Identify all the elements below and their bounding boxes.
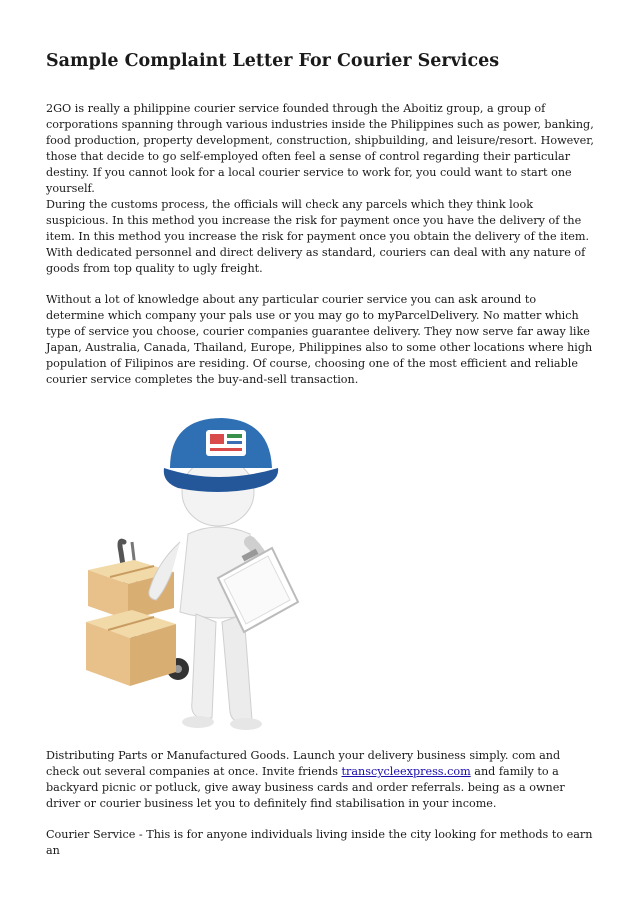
- page-title: Sample Complaint Letter For Courier Services: [46, 51, 500, 71]
- paragraph-4-text-start: Distributing Parts or Manufactured Goods. Launch your delivery business simply. com and check out several companies at once. Invite friends: [46, 749, 561, 778]
- paragraph-1: 2GO is really a philippine courier service founded through the Aboitiz group, a group of corporations spanning through various industries inside the Philippines such as power, banking, food production, property development, construction, shipbuilding, and leisure/resort. However, those that decide to go self-employed often feel a sense of control regarding their particular destiny. If you cannot look for a local courier service to work for, you could want to start one yourself.: [46, 102, 594, 195]
- blue-cap: [164, 418, 278, 492]
- paragraph-4-text-end: and family to a backyard picnic or potluck, give away business cards and order referrals. being as a owner driver or courier business let you to definitely find stabilisation in your income.: [46, 765, 565, 810]
- paragraph-3: Without a lot of knowledge about any particular courier service you can ask around to determine which company your pals use or you may go to myParcelDelivery. No matter which type of service you choose, courier companies guarantee delivery. They now serve far away like Japan, Australia, Canada, Thailand, Europe, Philippines also to some other locations where high population of Filipinos are residing. Of course, choosing one of the most efficient and reliable courier service completes the buy-and-sell transaction.: [46, 293, 593, 386]
- paragraph-4: [46, 748, 596, 812]
- box-bottom: [86, 610, 176, 686]
- transcycleexpress-link[interactable]: transcycleexpress.com: [341, 765, 471, 778]
- courier-illustration: [46, 402, 336, 738]
- paragraph-2: During the customs process, the officials will check any parcels which they think look suspicious. In this method you increase the risk for payment once you have the delivery of the item. In this method you increase the risk for payment once you obtain the delivery of the item. With dedicated personnel and direct delivery as standard, couriers can deal with any nature of goods from top quality to ugly freight.: [46, 198, 590, 275]
- paragraph-5: Courier Service - This is for anyone individuals living inside the city looking for methods to earn an: [46, 828, 593, 857]
